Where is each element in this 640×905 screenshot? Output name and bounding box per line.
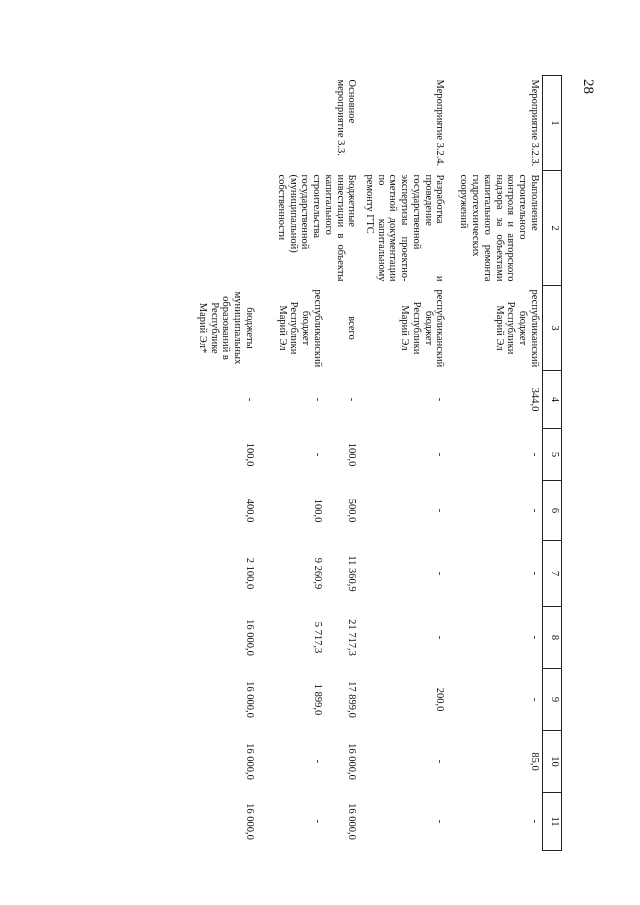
value-cell: 200,0 bbox=[434, 687, 446, 712]
value-cell: - bbox=[243, 397, 255, 402]
column-header: 8 bbox=[543, 607, 562, 669]
funding-source: бюджеты муниципальных образований в Республике Марий Эл* bbox=[196, 291, 255, 365]
column-header: 7 bbox=[543, 541, 562, 607]
measure-id: Основное мероприятие 3.3. bbox=[334, 79, 358, 156]
value-cell: 100,0 bbox=[243, 442, 255, 467]
value-cell: - bbox=[311, 759, 323, 764]
column-header: 4 bbox=[543, 371, 562, 429]
value-cell: 344,0 bbox=[529, 387, 540, 412]
value-cell: 16 000,0 bbox=[243, 619, 255, 656]
value-cell: 9 260,9 bbox=[311, 557, 323, 590]
value-cell: 21 717,3 bbox=[346, 619, 358, 656]
value-cell: 5 717,3 bbox=[311, 621, 323, 654]
value-cell: - bbox=[434, 571, 446, 576]
value-cell: 16 000,0 bbox=[243, 681, 255, 718]
value-cell: - bbox=[311, 452, 323, 457]
value-cell: - bbox=[529, 452, 540, 457]
value-cell: - bbox=[529, 508, 540, 513]
value-cell: - bbox=[529, 697, 540, 702]
value-cell: 16 000,0 bbox=[346, 743, 358, 780]
measure-id: Мероприятие 3.2.3. bbox=[529, 79, 540, 167]
value-cell: 16 000,0 bbox=[243, 803, 255, 840]
column-header: 5 bbox=[543, 429, 562, 481]
value-cell: - bbox=[529, 819, 540, 824]
value-cell: 1 899,0 bbox=[311, 683, 323, 716]
value-cell: - bbox=[311, 397, 323, 402]
value-cell: - bbox=[434, 508, 446, 513]
value-cell: - bbox=[434, 635, 446, 640]
value-cell: - bbox=[434, 397, 446, 402]
value-cell: - bbox=[346, 397, 358, 402]
funding-source: республиканский бюджет Республики Марий Эл bbox=[276, 289, 323, 368]
value-cell: 11 360,9 bbox=[346, 555, 358, 592]
value-cell: 85,0 bbox=[529, 752, 540, 771]
column-header: 11 bbox=[543, 793, 562, 851]
value-cell: 500,0 bbox=[346, 498, 358, 523]
funding-source: республиканский бюджет Республики Марий Эл bbox=[493, 289, 540, 368]
column-header: 2 bbox=[543, 171, 562, 286]
page-number: 28 bbox=[580, 79, 596, 94]
measure-description: Бюджетные инвестиции в объекты капитального строительства государственной (муниципальной) собственности bbox=[276, 174, 358, 282]
value-cell: - bbox=[529, 635, 540, 640]
column-header: 3 bbox=[543, 286, 562, 371]
column-header: 9 bbox=[543, 669, 562, 731]
budget-table bbox=[112, 75, 562, 851]
value-cell: - bbox=[529, 571, 540, 576]
value-cell: - bbox=[434, 819, 446, 824]
measure-description: Выполнение строительного контроля и авторского надзора за объектами капитального ремонта гидротехнических сооружений bbox=[458, 174, 540, 282]
funding-source: республиканский бюджет Республики Марий Эл bbox=[399, 289, 446, 368]
value-cell: 2 100,0 bbox=[243, 557, 255, 590]
value-cell: 100,0 bbox=[311, 498, 323, 523]
column-header: 1 bbox=[543, 76, 562, 171]
table-row bbox=[325, 76, 360, 851]
value-cell: 16 000,0 bbox=[346, 803, 358, 840]
column-header: 10 bbox=[543, 731, 562, 793]
value-cell: - bbox=[434, 759, 446, 764]
header-row bbox=[543, 76, 562, 851]
table-row bbox=[448, 76, 543, 851]
measure-description: Разработка и проведение государственной экспертизы проектно-сметной документации по капитальному ремонту ГТС bbox=[364, 174, 446, 282]
column-header: 6 bbox=[543, 481, 562, 541]
value-cell: 100,0 bbox=[346, 442, 358, 467]
value-cell: 17 899,0 bbox=[346, 681, 358, 718]
value-cell: - bbox=[311, 819, 323, 824]
value-cell: 400,0 bbox=[243, 498, 255, 523]
measure-id: Мероприятие 3.2.4. bbox=[434, 79, 446, 167]
table-row bbox=[360, 76, 448, 851]
funding-source: всего bbox=[346, 316, 358, 340]
value-cell: 16 000,0 bbox=[243, 743, 255, 780]
value-cell: - bbox=[434, 452, 446, 457]
